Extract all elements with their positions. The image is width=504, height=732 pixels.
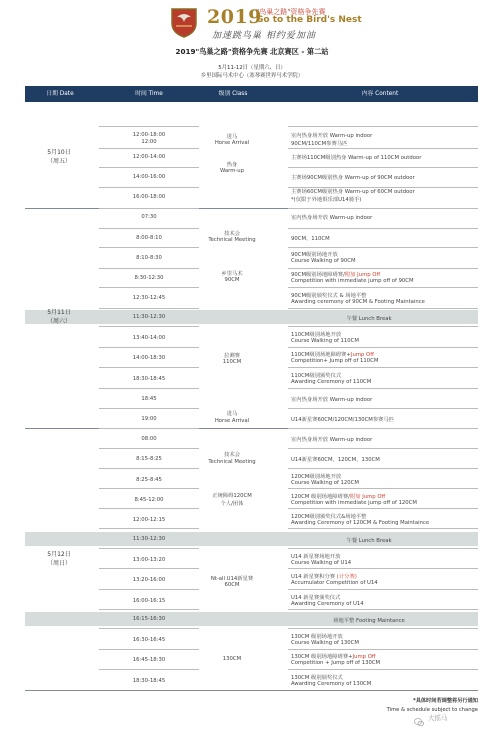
row-divider xyxy=(99,326,199,327)
time-cell: 12:00 xyxy=(141,139,157,145)
date-label-may12 xyxy=(28,550,90,568)
time-cell: 8:25-8:45 xyxy=(136,477,162,483)
time-cell: 8:10-8:30 xyxy=(136,255,162,261)
content-cell: 130CM 级别场地开放 xyxy=(291,634,343,640)
weekday-text: （周五） xyxy=(46,158,71,165)
content-cell-en: Course Walking of 120CM xyxy=(291,480,359,486)
row-divider xyxy=(99,247,199,248)
time-cell: 12:30-12:45 xyxy=(132,295,166,301)
content-cell-en: Awarding Ceremony of 130CM xyxy=(291,681,372,687)
time-cell: 18:45 xyxy=(141,396,157,402)
column-header-time: 时间 Time xyxy=(135,91,163,97)
content-cell-en: Competition with immediate jump off of 90CM xyxy=(291,278,414,284)
row-divider xyxy=(288,508,478,509)
class-cell-zh: 拉测赛 xyxy=(224,353,240,359)
table-bottom-border xyxy=(25,690,478,691)
content-text: 120CM 级别场地障碍赛/ xyxy=(291,494,350,500)
row-divider xyxy=(99,148,199,149)
content-cell: 90CM级别场地开放 xyxy=(291,252,338,258)
content-cell-en: Course Walking of 130CM xyxy=(291,640,359,646)
class-cell-zh: 进马 xyxy=(226,411,238,417)
row-divider xyxy=(99,628,199,629)
row-divider xyxy=(99,308,199,309)
content-cell: 110CM级别场地开放 xyxy=(291,332,342,338)
time-cell: 8:45-12:00 xyxy=(134,497,164,503)
row-divider xyxy=(99,448,199,449)
content-cell-en: Competition+ Jump off of 110CM xyxy=(291,358,379,364)
content-cell: 主赛场60CM级别热身 Warm-up of 60CM outdoor xyxy=(291,189,415,195)
content-cell: 110CM级别颁奖仪式 xyxy=(291,373,342,379)
content-cell-en: Competition + Jump off of 130CM xyxy=(291,660,381,666)
time-cell: 14:00-16:00 xyxy=(132,174,166,180)
content-cell xyxy=(291,350,374,358)
class-cell-zh: 进马 xyxy=(226,134,238,140)
content-cell: 主赛场90CM级别热身 Warm-up of 90CM outdoor xyxy=(291,175,415,181)
content-cell: 室内热身场开放 Warm-up indoor xyxy=(291,397,373,403)
jump-off-highlight: 附加 Jump Off xyxy=(349,494,386,500)
row-divider xyxy=(288,208,478,209)
row-divider xyxy=(288,669,478,670)
class-cell-en: Warm-up xyxy=(219,168,245,174)
date-label-may10 xyxy=(28,148,90,166)
time-cell: 18:30-18:45 xyxy=(132,678,166,684)
time-cell: 11:30-12:30 xyxy=(132,536,166,542)
row-divider xyxy=(288,167,478,168)
content-cell-en: Awarding Ceremony of 120CM & Footing Maintaince xyxy=(291,520,430,526)
page-title: 2019"鸟巢之路"资格争先赛 北京赛区 - 第二站 xyxy=(175,47,329,56)
content-cell-en: Awarding Ceremony of 110CM xyxy=(291,379,372,385)
column-header-content: 内容 Content xyxy=(361,91,399,97)
row-divider xyxy=(99,488,199,489)
row-divider xyxy=(288,628,478,629)
class-cell-en: 110CM xyxy=(222,359,242,365)
time-cell: 14:00-18:30 xyxy=(132,355,166,361)
class-cell-zh: 乡里马术 xyxy=(221,271,243,277)
row-divider xyxy=(288,268,478,269)
time-cell: 12:00-12:15 xyxy=(132,517,166,523)
content-cell: U14新星赛60CM/120CM/130CM参赛马匹 xyxy=(291,417,395,423)
time-cell: 16:00-16:15 xyxy=(132,598,166,604)
content-cell-en: Course Walking of 110CM xyxy=(291,338,359,344)
time-cell: 8:30-12:30 xyxy=(134,275,164,281)
content-cell: 90CM级别颁奖仪式 & 场地平整 xyxy=(291,293,367,299)
content-cell-en: Course Walking of U14 xyxy=(291,560,352,566)
footnote-chinese: *具体时间若调整将另行通知 xyxy=(413,698,478,704)
row-divider xyxy=(288,247,478,248)
content-cell-en: Awarding ceremony of 90CM & Footing Maintaince xyxy=(291,299,425,305)
time-cell: 19:00 xyxy=(141,416,157,422)
time-cell: 12:00-18:00 xyxy=(132,132,166,138)
date-text: 5月10日 xyxy=(47,149,71,156)
time-cell: 12:00-14:00 xyxy=(132,154,166,160)
wechat-icon xyxy=(414,712,424,721)
class-cell-en: 个人/团体 xyxy=(220,501,244,507)
row-divider xyxy=(99,228,199,229)
content-cell: 室内热身场开放 Warm-up indoor xyxy=(291,215,373,221)
content-cell xyxy=(291,492,385,500)
time-cell: 07:30 xyxy=(141,214,157,220)
row-divider xyxy=(288,528,478,529)
row-divider xyxy=(288,448,478,449)
row-divider xyxy=(288,468,478,469)
row-divider xyxy=(288,228,478,229)
time-cell: 16:15-16:30 xyxy=(132,616,166,622)
row-divider xyxy=(99,649,199,650)
column-header-class: 级别 Class xyxy=(218,91,248,97)
time-cell: 16:00-18:00 xyxy=(132,194,166,200)
class-cell-en: Horse Arrival xyxy=(214,418,250,424)
row-divider xyxy=(99,428,199,429)
content-cell: 120CM级别颁奖仪式&场地平整 xyxy=(291,514,367,520)
content-cell: 90CM/110CM参赛马匹 xyxy=(291,141,348,147)
row-divider xyxy=(99,287,199,288)
row-divider xyxy=(288,287,478,288)
class-cell-en: Technical Meeting xyxy=(208,459,256,465)
class-cell-en: Horse Arrival xyxy=(214,140,250,146)
content-cell xyxy=(291,270,380,278)
time-cell: 16:45-18:30 xyxy=(132,657,166,663)
content-text: U14 新星赛积分赛 xyxy=(291,574,337,580)
row-divider xyxy=(99,669,199,670)
row-divider xyxy=(99,528,199,529)
row-divider xyxy=(99,408,199,409)
event-logo-icon xyxy=(168,6,200,38)
row-divider xyxy=(99,187,199,188)
class-cell-zh: 技术会 xyxy=(224,452,240,458)
row-divider xyxy=(288,347,478,348)
event-venue: 乡里国际马术中心（塞琴赛世界马术学院） xyxy=(200,73,304,79)
jump-off-highlight: Jump Off xyxy=(352,654,376,660)
time-cell: 13:40-14:00 xyxy=(132,335,166,341)
content-cell: U14 新星赛场地开放 xyxy=(291,554,341,560)
row-divider xyxy=(99,589,199,590)
class-cell-en: 60CM xyxy=(224,582,240,588)
row-divider xyxy=(288,428,478,429)
content-cell: 室内热身场开放 Warm-up indoor xyxy=(291,437,373,443)
date-label-may11 xyxy=(28,308,90,326)
logo-slogan: 加速跳鸟巢 相约爱加油 xyxy=(212,31,316,41)
row-divider xyxy=(99,508,199,509)
row-divider xyxy=(288,148,478,149)
row-divider xyxy=(288,568,478,569)
row-divider xyxy=(99,208,199,209)
date-text: 5月11日 xyxy=(47,309,71,316)
row-divider xyxy=(288,649,478,650)
time-cell: 8:00-8:10 xyxy=(136,235,162,241)
content-cell: 120CM级别场地开放 xyxy=(291,474,342,480)
row-divider xyxy=(99,568,199,569)
row-divider xyxy=(99,126,199,127)
row-divider xyxy=(288,589,478,590)
content-cell-en: Awarding Ceremony of U14 xyxy=(291,601,364,607)
logo-chinese-title: "鸟巢之路"资格争先赛 xyxy=(256,8,326,16)
row-divider xyxy=(99,367,199,368)
content-cell xyxy=(291,652,376,660)
row-divider xyxy=(288,388,478,389)
date-text: 5月12日 xyxy=(47,551,71,558)
footnote-english: Time & schedule subject to change xyxy=(386,707,478,713)
content-text: 130CM 级别场地障碍赛+ xyxy=(291,654,353,660)
content-cell: 130CM 级别颁奖仪式 xyxy=(291,675,343,681)
content-cell: 室内热身场开放 Warm-up indoor xyxy=(291,133,373,139)
class-cell-zh: 130CM xyxy=(222,656,242,662)
logo-year: 2019 xyxy=(207,6,262,28)
weekday-text: （周日） xyxy=(46,560,71,567)
row-divider xyxy=(99,468,199,469)
content-note: *(仅限于外地俱乐部U14骑手) xyxy=(291,197,362,203)
event-date: 5月11-12日（星期六、日） xyxy=(218,65,286,71)
row-divider xyxy=(288,326,478,327)
content-cell-en: Accumulator Competition of U14 xyxy=(291,580,378,586)
content-cell: 90CM、110CM xyxy=(291,236,330,242)
content-cell: U14新星赛60CM、120CM、130CM xyxy=(291,457,380,463)
column-header-date: 日期 Date xyxy=(46,91,74,97)
content-text: 110CM级别场地障碍赛+ xyxy=(291,352,351,358)
time-cell: 16:30-16:45 xyxy=(132,637,166,643)
content-cell: 主赛场110CM级别热身 Warm-up of 110CM outdoor xyxy=(291,155,422,161)
row-divider xyxy=(99,548,199,549)
row-divider xyxy=(99,388,199,389)
row-divider xyxy=(288,548,478,549)
row-divider xyxy=(288,609,478,610)
class-cell-zh: 技术会 xyxy=(224,231,240,237)
weekday-text: （周六） xyxy=(46,318,71,325)
row-divider xyxy=(288,488,478,489)
content-cell-en: Course Walking of 90CM xyxy=(291,258,356,264)
table-header xyxy=(25,86,478,102)
row-divider xyxy=(99,347,199,348)
lunch-break-label: 午餐 Lunch Break xyxy=(346,316,392,322)
scoring-highlight: (计分赛) xyxy=(336,574,357,580)
jump-off-highlight: Jump Off xyxy=(350,352,374,358)
watermark-text: 大摇马 xyxy=(428,714,448,722)
row-divider xyxy=(288,126,478,127)
row-divider xyxy=(99,268,199,269)
class-cell-zh: 热身 xyxy=(226,162,238,168)
content-cell: U14 新星赛颁奖仪式 xyxy=(291,595,341,601)
footing-maintenance-label: 场地平整 Footing Maintance xyxy=(333,618,405,624)
time-cell: 18:30-18:45 xyxy=(132,376,166,382)
class-cell-zh: 正统障碍120CM xyxy=(212,493,252,499)
class-cell-en: Technical Meeting xyxy=(208,237,256,243)
time-cell: 13:00-13:20 xyxy=(132,557,166,563)
class-cell-en: 90CM xyxy=(224,277,240,283)
row-divider xyxy=(288,308,478,309)
lunch-break-label: 午餐 Lunch Break xyxy=(346,538,392,544)
time-cell: 13:20-16:00 xyxy=(132,577,166,583)
class-cell-zh: Nt-all U14新星赛 xyxy=(210,576,254,582)
content-cell-en: Competition with immediate jump off of 120CM xyxy=(291,500,417,506)
content-cell xyxy=(291,572,357,580)
row-divider xyxy=(288,367,478,368)
time-cell: 8:15-8:25 xyxy=(136,456,162,462)
logo-english-title: Go to the Bird's Nest xyxy=(256,15,362,25)
content-text: 90CM级别场地障碍赛/ xyxy=(291,272,345,278)
row-divider xyxy=(99,167,199,168)
row-divider xyxy=(99,609,199,610)
time-cell: 08:00 xyxy=(141,436,157,442)
row-divider xyxy=(288,408,478,409)
jump-off-highlight: 附加 Jump Off xyxy=(344,272,381,278)
time-cell: 11:30-12:30 xyxy=(132,314,166,320)
